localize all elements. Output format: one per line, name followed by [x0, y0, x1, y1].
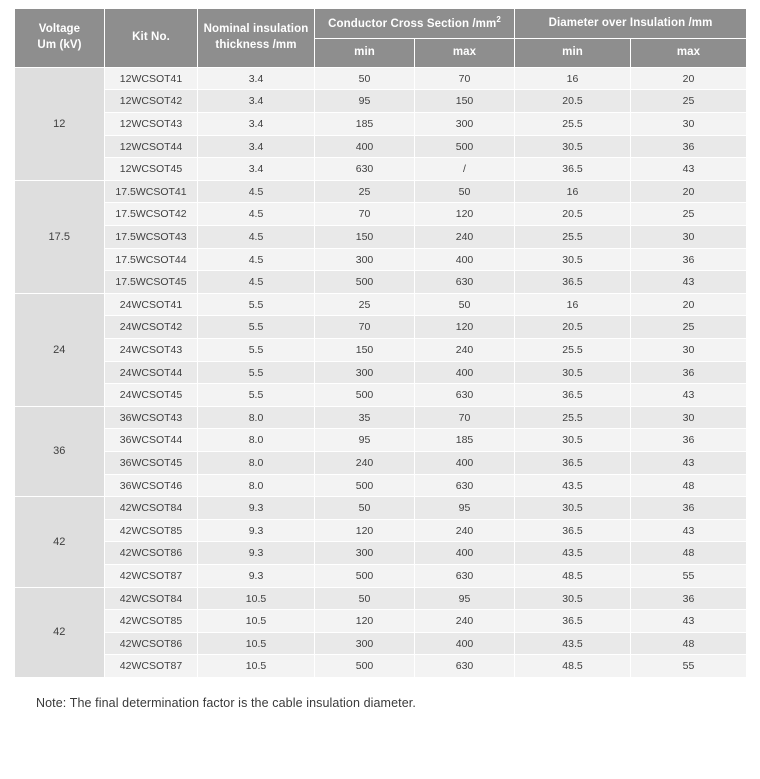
doi-min-cell: 43.5 [515, 632, 631, 655]
doi-min-cell: 25.5 [515, 338, 631, 361]
ccs-max-cell: / [415, 158, 515, 181]
ccs-min-cell: 120 [315, 519, 415, 542]
ccs-max-cell: 50 [415, 293, 515, 316]
ccs-min-cell: 500 [315, 384, 415, 407]
doi-max-cell: 20 [631, 180, 747, 203]
col-header-diameter-over-insulation: Diameter over Insulation /mm [515, 9, 747, 39]
nominal-thickness-cell: 10.5 [198, 632, 315, 655]
doi-max-cell: 48 [631, 542, 747, 565]
col-header-doi-max: max [631, 39, 747, 68]
table-row [15, 271, 747, 294]
ccs-min-cell: 300 [315, 361, 415, 384]
col-header-nominal-thickness [198, 9, 315, 68]
table-row [15, 384, 747, 407]
doi-min-cell: 36.5 [515, 610, 631, 633]
ccs-max-cell: 400 [415, 248, 515, 271]
ccs-max-cell: 630 [415, 474, 515, 497]
ccs-min-cell: 240 [315, 451, 415, 474]
kit-no-cell: 24WCSOT42 [105, 316, 198, 339]
table-row [15, 316, 747, 339]
ccs-min-cell: 300 [315, 632, 415, 655]
nominal-thickness-cell: 8.0 [198, 451, 315, 474]
table-row [15, 632, 747, 655]
ccs-min-cell: 300 [315, 248, 415, 271]
kit-no-cell: 12WCSOT43 [105, 113, 198, 136]
ccs-max-cell: 400 [415, 361, 515, 384]
ccs-min-cell: 500 [315, 655, 415, 678]
kit-no-cell: 17.5WCSOT42 [105, 203, 198, 226]
table-row [15, 429, 747, 452]
doi-min-cell: 20.5 [515, 203, 631, 226]
col-header-voltage [15, 9, 105, 68]
kit-no-cell: 42WCSOT85 [105, 610, 198, 633]
doi-min-cell: 48.5 [515, 564, 631, 587]
table-row [15, 293, 747, 316]
table-row [15, 90, 747, 113]
kit-no-cell: 42WCSOT84 [105, 587, 198, 610]
ccs-min-cell: 400 [315, 135, 415, 158]
kit-no-cell: 42WCSOT86 [105, 542, 198, 565]
doi-max-cell: 36 [631, 248, 747, 271]
doi-min-cell: 30.5 [515, 497, 631, 520]
nominal-thickness-cell: 4.5 [198, 203, 315, 226]
table-row [15, 655, 747, 678]
doi-min-cell: 25.5 [515, 113, 631, 136]
doi-min-cell: 30.5 [515, 429, 631, 452]
ccs-max-cell: 95 [415, 587, 515, 610]
ccs-max-cell: 400 [415, 451, 515, 474]
doi-max-cell: 43 [631, 610, 747, 633]
nominal-thickness-cell: 8.0 [198, 406, 315, 429]
nominal-thickness-cell: 3.4 [198, 90, 315, 113]
nominal-thickness-cell: 4.5 [198, 226, 315, 249]
doi-max-cell: 48 [631, 474, 747, 497]
ccs-max-cell: 240 [415, 610, 515, 633]
nominal-thickness-cell: 9.3 [198, 542, 315, 565]
ccs-max-cell: 120 [415, 203, 515, 226]
ccs-max-cell: 400 [415, 632, 515, 655]
ccs-max-cell: 630 [415, 655, 515, 678]
conductor-group-exponent: 2 [496, 15, 501, 24]
nominal-thickness-cell: 9.3 [198, 497, 315, 520]
doi-max-cell: 43 [631, 519, 747, 542]
table-row [15, 564, 747, 587]
ccs-max-cell: 50 [415, 180, 515, 203]
ccs-max-cell: 70 [415, 67, 515, 90]
doi-min-cell: 20.5 [515, 316, 631, 339]
table-note: Note: The final determination factor is the cable insulation diameter. [36, 695, 416, 710]
kit-no-cell: 36WCSOT45 [105, 451, 198, 474]
kit-no-cell: 12WCSOT45 [105, 158, 198, 181]
ccs-min-cell: 50 [315, 67, 415, 90]
ccs-min-cell: 500 [315, 564, 415, 587]
table-header [15, 9, 747, 68]
table-row [15, 180, 747, 203]
doi-max-cell: 36 [631, 429, 747, 452]
nominal-thickness-cell: 4.5 [198, 271, 315, 294]
ccs-max-cell: 630 [415, 271, 515, 294]
ccs-min-cell: 630 [315, 158, 415, 181]
doi-min-cell: 25.5 [515, 226, 631, 249]
doi-min-cell: 30.5 [515, 248, 631, 271]
kit-no-cell: 42WCSOT85 [105, 519, 198, 542]
voltage-cell: 36 [15, 406, 105, 496]
col-header-ccs-min: min [315, 39, 415, 68]
kit-no-cell: 42WCSOT84 [105, 497, 198, 520]
ccs-max-cell: 150 [415, 90, 515, 113]
col-header-nominal-line1: Nominal insulation [203, 23, 309, 36]
table-body [15, 67, 747, 677]
nominal-thickness-cell: 5.5 [198, 316, 315, 339]
ccs-min-cell: 150 [315, 226, 415, 249]
table-row [15, 135, 747, 158]
table-row [15, 542, 747, 565]
table-row [15, 113, 747, 136]
doi-max-cell: 30 [631, 406, 747, 429]
kit-no-cell: 42WCSOT86 [105, 632, 198, 655]
voltage-cell: 12 [15, 67, 105, 180]
table-row [15, 158, 747, 181]
conductor-group-label: Conductor Cross Section /mm [328, 17, 497, 30]
doi-max-cell: 30 [631, 226, 747, 249]
nominal-thickness-cell: 9.3 [198, 519, 315, 542]
col-header-conductor-cross-section [315, 9, 515, 39]
ccs-min-cell: 150 [315, 338, 415, 361]
table-row [15, 203, 747, 226]
nominal-thickness-cell: 5.5 [198, 293, 315, 316]
ccs-max-cell: 630 [415, 564, 515, 587]
ccs-min-cell: 50 [315, 587, 415, 610]
kit-no-cell: 24WCSOT44 [105, 361, 198, 384]
kit-no-cell: 24WCSOT43 [105, 338, 198, 361]
table-row [15, 587, 747, 610]
ccs-min-cell: 500 [315, 474, 415, 497]
kit-no-cell: 42WCSOT87 [105, 564, 198, 587]
nominal-thickness-cell: 5.5 [198, 361, 315, 384]
table-row [15, 451, 747, 474]
doi-max-cell: 43 [631, 271, 747, 294]
doi-max-cell: 43 [631, 158, 747, 181]
kit-no-cell: 24WCSOT45 [105, 384, 198, 407]
ccs-min-cell: 95 [315, 429, 415, 452]
ccs-min-cell: 95 [315, 90, 415, 113]
doi-max-cell: 43 [631, 451, 747, 474]
table-row [15, 338, 747, 361]
doi-min-cell: 16 [515, 67, 631, 90]
ccs-min-cell: 70 [315, 203, 415, 226]
nominal-thickness-cell: 4.5 [198, 180, 315, 203]
doi-min-cell: 30.5 [515, 135, 631, 158]
doi-max-cell: 43 [631, 384, 747, 407]
ccs-min-cell: 120 [315, 610, 415, 633]
kit-no-cell: 12WCSOT41 [105, 67, 198, 90]
cable-kit-spec-table [14, 8, 747, 678]
ccs-min-cell: 500 [315, 271, 415, 294]
doi-min-cell: 48.5 [515, 655, 631, 678]
doi-min-cell: 36.5 [515, 451, 631, 474]
kit-no-cell: 12WCSOT44 [105, 135, 198, 158]
ccs-max-cell: 240 [415, 338, 515, 361]
ccs-max-cell: 630 [415, 384, 515, 407]
nominal-thickness-cell: 3.4 [198, 67, 315, 90]
nominal-thickness-cell: 3.4 [198, 158, 315, 181]
nominal-thickness-cell: 3.4 [198, 135, 315, 158]
nominal-thickness-cell: 5.5 [198, 338, 315, 361]
doi-max-cell: 48 [631, 632, 747, 655]
table-row [15, 248, 747, 271]
voltage-cell: 42 [15, 497, 105, 587]
ccs-max-cell: 185 [415, 429, 515, 452]
doi-min-cell: 36.5 [515, 384, 631, 407]
ccs-max-cell: 500 [415, 135, 515, 158]
nominal-thickness-cell: 10.5 [198, 587, 315, 610]
ccs-min-cell: 185 [315, 113, 415, 136]
ccs-min-cell: 25 [315, 293, 415, 316]
ccs-max-cell: 400 [415, 542, 515, 565]
ccs-max-cell: 70 [415, 406, 515, 429]
table-row [15, 474, 747, 497]
kit-no-cell: 42WCSOT87 [105, 655, 198, 678]
ccs-min-cell: 50 [315, 497, 415, 520]
doi-min-cell: 20.5 [515, 90, 631, 113]
col-header-voltage-line2: Um (kV) [37, 38, 82, 51]
nominal-thickness-cell: 10.5 [198, 655, 315, 678]
table-row [15, 610, 747, 633]
nominal-thickness-cell: 9.3 [198, 564, 315, 587]
table-row [15, 67, 747, 90]
doi-min-cell: 30.5 [515, 587, 631, 610]
nominal-thickness-cell: 8.0 [198, 429, 315, 452]
kit-no-cell: 17.5WCSOT44 [105, 248, 198, 271]
kit-no-cell: 36WCSOT44 [105, 429, 198, 452]
ccs-min-cell: 70 [315, 316, 415, 339]
nominal-thickness-cell: 5.5 [198, 384, 315, 407]
table-row [15, 406, 747, 429]
kit-no-cell: 24WCSOT41 [105, 293, 198, 316]
doi-max-cell: 36 [631, 587, 747, 610]
doi-min-cell: 16 [515, 180, 631, 203]
doi-min-cell: 36.5 [515, 158, 631, 181]
doi-max-cell: 30 [631, 338, 747, 361]
doi-max-cell: 55 [631, 655, 747, 678]
doi-min-cell: 25.5 [515, 406, 631, 429]
kit-no-cell: 17.5WCSOT41 [105, 180, 198, 203]
doi-max-cell: 36 [631, 135, 747, 158]
col-header-voltage-line1: Voltage [38, 23, 81, 36]
doi-min-cell: 16 [515, 293, 631, 316]
doi-max-cell: 25 [631, 90, 747, 113]
kit-no-cell: 36WCSOT43 [105, 406, 198, 429]
doi-max-cell: 55 [631, 564, 747, 587]
nominal-thickness-cell: 3.4 [198, 113, 315, 136]
doi-max-cell: 30 [631, 113, 747, 136]
ccs-min-cell: 35 [315, 406, 415, 429]
nominal-thickness-cell: 8.0 [198, 474, 315, 497]
col-header-nominal-line2: thickness /mm [215, 38, 297, 51]
doi-max-cell: 36 [631, 497, 747, 520]
table-row [15, 519, 747, 542]
doi-max-cell: 20 [631, 67, 747, 90]
ccs-max-cell: 300 [415, 113, 515, 136]
doi-min-cell: 36.5 [515, 519, 631, 542]
kit-no-cell: 17.5WCSOT45 [105, 271, 198, 294]
doi-min-cell: 36.5 [515, 271, 631, 294]
voltage-cell: 24 [15, 293, 105, 406]
doi-min-cell: 43.5 [515, 542, 631, 565]
doi-min-cell: 43.5 [515, 474, 631, 497]
kit-no-cell: 12WCSOT42 [105, 90, 198, 113]
ccs-min-cell: 25 [315, 180, 415, 203]
ccs-min-cell: 300 [315, 542, 415, 565]
voltage-cell: 42 [15, 587, 105, 677]
ccs-max-cell: 95 [415, 497, 515, 520]
doi-max-cell: 25 [631, 316, 747, 339]
col-header-kit-no: Kit No. [105, 9, 198, 68]
table-row [15, 497, 747, 520]
table-row [15, 226, 747, 249]
doi-min-cell: 30.5 [515, 361, 631, 384]
kit-no-cell: 17.5WCSOT43 [105, 226, 198, 249]
ccs-max-cell: 240 [415, 519, 515, 542]
col-header-ccs-max: max [415, 39, 515, 68]
ccs-max-cell: 240 [415, 226, 515, 249]
nominal-thickness-cell: 10.5 [198, 610, 315, 633]
col-header-doi-min: min [515, 39, 631, 68]
kit-no-cell: 36WCSOT46 [105, 474, 198, 497]
nominal-thickness-cell: 4.5 [198, 248, 315, 271]
header-row-groups [15, 9, 747, 39]
voltage-cell: 17.5 [15, 180, 105, 293]
doi-max-cell: 20 [631, 293, 747, 316]
ccs-max-cell: 120 [415, 316, 515, 339]
doi-max-cell: 36 [631, 361, 747, 384]
table-row [15, 361, 747, 384]
doi-max-cell: 25 [631, 203, 747, 226]
